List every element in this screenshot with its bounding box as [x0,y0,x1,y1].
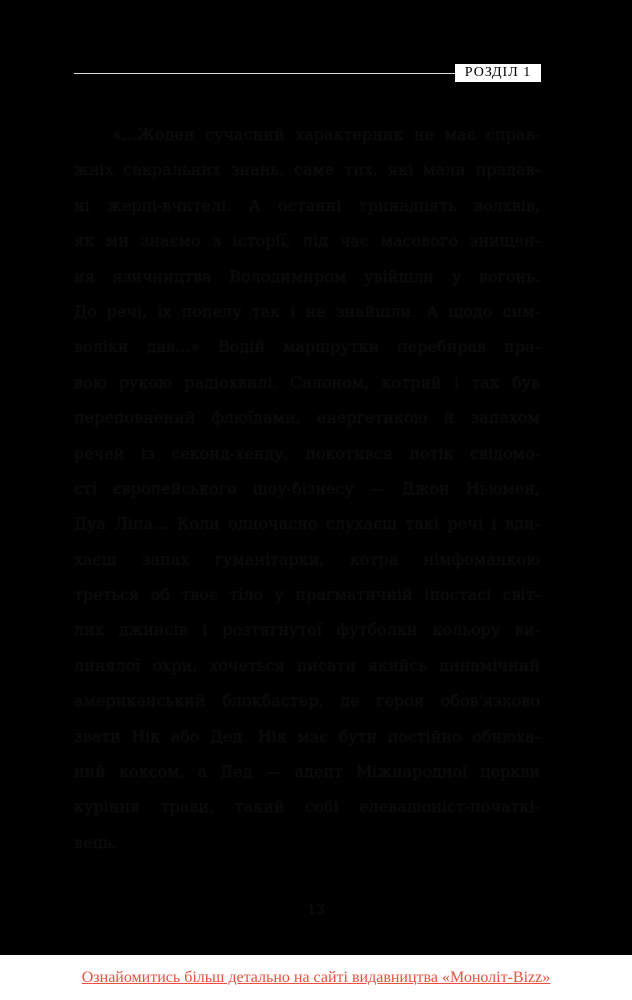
text-line: Дуа Ліпа... Коли одночасно слухаєш такі речі і вди- [74,514,540,534]
text-line: хаєш запах гуманітарки, котра німфоманкою [74,549,540,569]
text-line: переповнений флюїдами, енергетикою й запахом [74,408,540,428]
text-line: ня язичництва Володимиром увійшли у вогонь. [74,266,540,286]
text-line: речей із секонд-хенду, покотився потік свідомо- [74,443,540,463]
text-line: воліки дав...» Водій маршрутки перебирав пра- [74,337,540,357]
text-line: сті європейського шоу-бізнесу — Джон Ньюмен, [74,478,540,498]
text-line: звати Нік або Дед. Нік має бути постійно обнюха- [74,726,540,746]
text-line: До речі, їх попелу так і не знайшли. А щодо сим- [74,301,540,321]
text-line: ний коксом, а Дед — адепт Міжнародної церкви [74,762,540,782]
text-line: «...Жоден сучасний характерник не має справ- [112,125,540,144]
text-line: жніх сакральних знань, саме тих, які мали прадав- [74,160,540,180]
footer-bar [0,955,632,1000]
text-line: линялої охри, хочеться писати якийсь динамічний [74,655,540,675]
text-line: як ми знаємо з історії, під час масового знищен- [74,231,540,251]
text-line: вою рукою радіохвилі. Салоном, котрий і так був [74,372,540,392]
header-rule [74,73,456,74]
publisher-link[interactable]: Ознайомитись більш детально на сайті видавництва «Моноліт-Bizz» [81,969,551,986]
text-line: куріння трави, такий собі елевашоніст-початкі- [74,797,540,817]
page-number: 13 [307,902,325,918]
text-line: ні жерці-вчителі. А останні тринадцять волхвів, [74,195,540,215]
body-text [74,117,540,860]
text-line: лих джинсів і розтягнутої футболки кольору ви- [74,620,540,640]
chapter-label: РОЗДІЛ 1 [455,64,541,82]
text-line: треться об твоє тіло у прагматичній іпостасі світ- [74,585,540,605]
text-line: американський блокбастер, де героя обов'язково [74,691,540,711]
text-line: вець. [74,832,117,852]
